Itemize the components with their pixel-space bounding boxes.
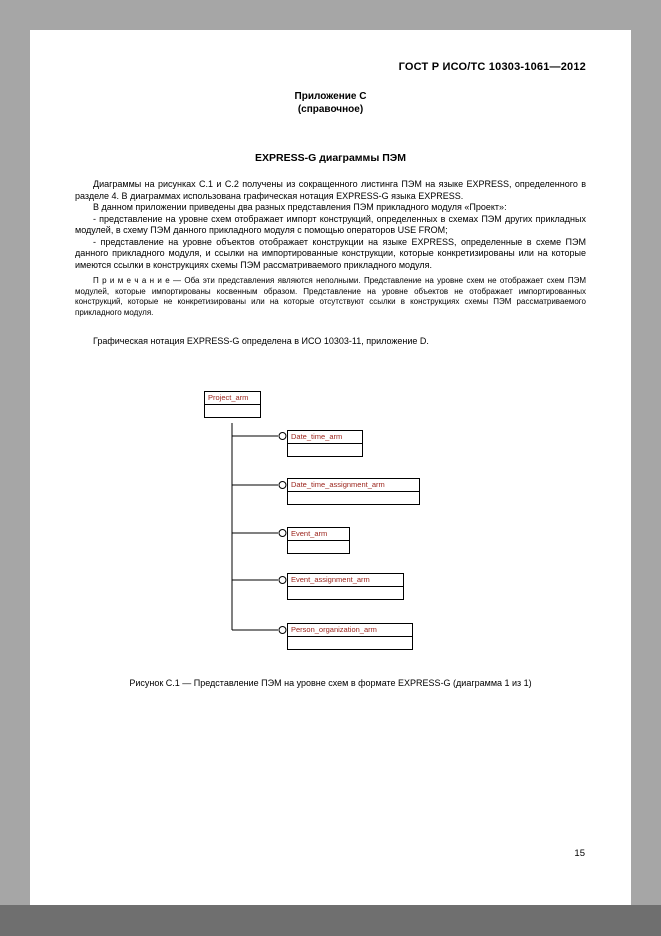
paragraph: Диаграммы на рисунках С.1 и С.2 получены из сокращенного листинга ПЭМ на языке EXPRESS, определенного в разделе 4. В диаграммах использована графическая нотация EXPRESS-G языка EXPRESS. xyxy=(75,179,586,201)
schema-label-event-arm[interactable]: Event_arm xyxy=(288,528,349,541)
schema-label-event-assignment-arm[interactable]: Event_assignment_arm xyxy=(288,574,403,587)
schema-box-body xyxy=(288,444,362,456)
schema-box-body xyxy=(288,541,349,553)
list-item: - представление на уровне объектов отображает конструкции на языке EXPRESS, определенные в схеме ПЭМ данного прикладного модуля, и ссылки на импортированные конструкции, которые конкретизированы или на которые имеются ссылки в конструкциях схемы ПЭМ рассматриваемого прикладного модуля. xyxy=(75,236,586,270)
schema-box-body xyxy=(205,405,260,417)
section-title: EXPRESS-G диаграммы ПЭМ xyxy=(255,152,406,164)
paragraph: В данном приложении приведены два разных представления ПЭМ прикладного модуля «Проект»: xyxy=(93,202,507,212)
schema-label-date-time-assignment-arm[interactable]: Date_time_assignment_arm xyxy=(288,479,419,492)
schema-box-body xyxy=(288,492,419,504)
schema-box-event-assignment-arm xyxy=(287,573,404,600)
appendix-heading xyxy=(30,90,631,116)
figure-caption: Рисунок С.1 — Представление ПЭМ на уровне схем в формате EXPRESS-G (диаграмма 1 из 1) xyxy=(129,678,532,688)
appendix-title: Приложение С xyxy=(294,91,367,102)
page-number: 15 xyxy=(574,848,585,859)
appendix-subtitle: (справочное) xyxy=(297,104,364,115)
body-text xyxy=(75,179,586,348)
schema-box-date-time-assignment-arm xyxy=(287,478,420,505)
schema-label-person-organization-arm[interactable]: Person_organization_arm xyxy=(288,624,412,637)
schema-label-project-arm[interactable]: Project_arm xyxy=(205,392,260,405)
schema-box-date-time-arm xyxy=(287,430,363,457)
scan-shadow-strip xyxy=(0,905,661,936)
schema-box-person-organization-arm xyxy=(287,623,413,650)
express-g-diagram xyxy=(30,385,631,685)
schema-box-event-arm xyxy=(287,527,350,554)
schema-box-project-arm xyxy=(204,391,261,418)
document-header: ГОСТ Р ИСО/ТС 10303-1061—2012 xyxy=(398,61,586,73)
schema-label-date-time-arm[interactable]: Date_time_arm xyxy=(288,431,362,444)
document-page xyxy=(30,30,631,905)
note-paragraph: П р и м е ч а н и е — Оба эти представления являются неполными. Представление на уровне схем не отображает схем ПЭМ модулей, которые импортированы косвенным образом. Представление на уровне объектов не отображает импортированных конструкций, которые не конкретизированы или на которые отсутствуют ссылки в конструкциях схемы ПЭМ рассматриваемого прикладного модуля. xyxy=(75,276,586,317)
list-item: - представление на уровне схем отображает импорт конструкций, определенных в схемах ПЭМ других прикладных модулей, в схему ПЭМ данного прикладного модуля с помощью операторов USE FROM; xyxy=(75,213,586,235)
schema-box-body xyxy=(288,637,412,649)
schema-box-body xyxy=(288,587,403,599)
paragraph: Графическая нотация EXPRESS-G определена в ИСО 10303-11, приложение D. xyxy=(93,336,429,346)
